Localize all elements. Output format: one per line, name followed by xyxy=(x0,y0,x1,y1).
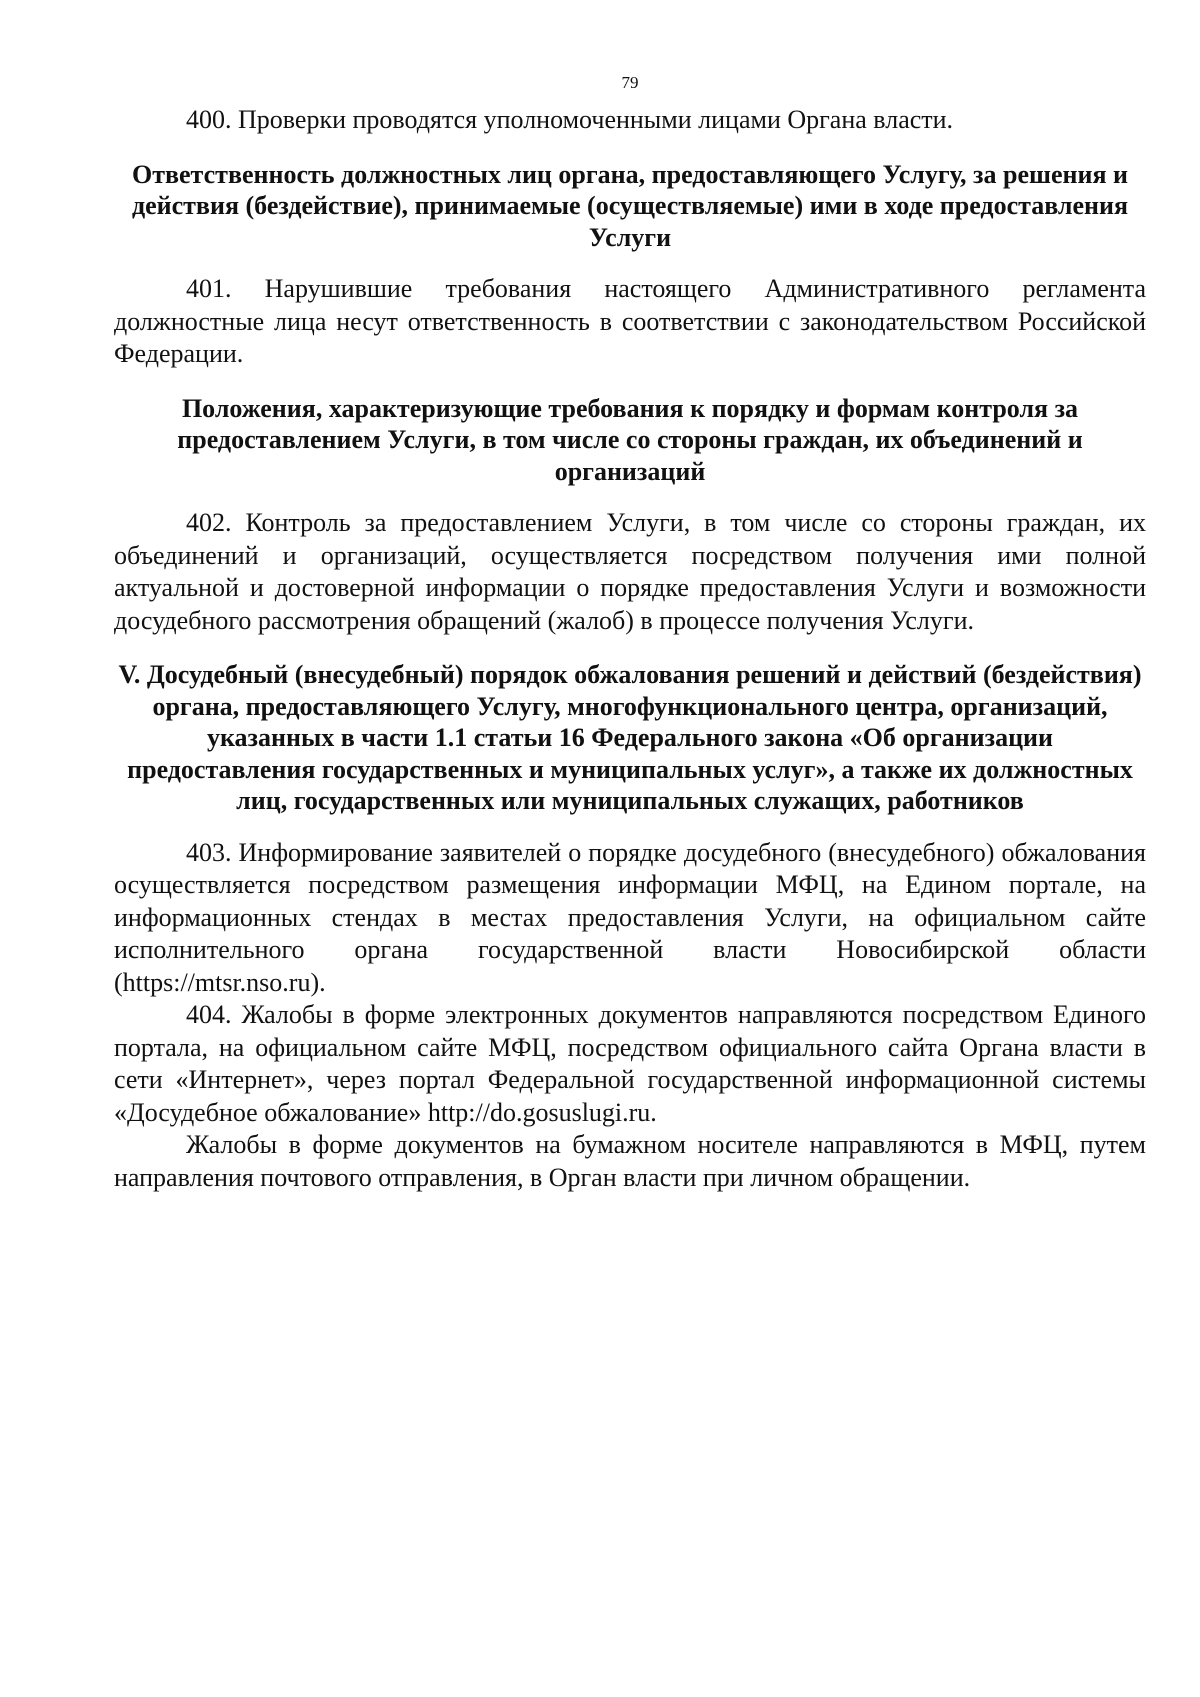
paragraph-401: 401. Нарушившие требования настоящего Административного регламента должностные лица несут ответственность в соответствии с законодательством Российской Федерации. xyxy=(114,274,1146,368)
paragraph-400: 400. Проверки проводятся уполномоченными лицами Органа власти. xyxy=(186,105,954,134)
paragraph-404: 404. Жалобы в форме электронных документов направляются посредством Единого портала, на официальном сайте МФЦ, посредством официального сайта Органа власти в сети «Интернет», через портал Федеральной государственной информационной системы «Досудебное обжалование» http://do.gosuslugi.ru. xyxy=(114,1000,1146,1127)
spacer xyxy=(114,637,1146,659)
spacer xyxy=(114,371,1146,393)
document-page xyxy=(114,60,1146,1194)
paragraph-402: 402. Контроль за предоставлением Услуги, в том числе со стороны граждан, их объединений и организаций, осуществляется посредством получения ими полной актуальной и достоверной информации о порядке предоставления Услуги и возможности досудебного рассмотрения обращений (жалоб) в процессе получения Услуги. xyxy=(114,508,1146,635)
paragraph-404-continued: Жалобы в форме документов на бумажном носителе направляются в МФЦ, путем направления почтового отправления, в Орган власти при личном обращении. xyxy=(114,1130,1146,1192)
paragraph-403: 403. Информирование заявителей о порядке досудебного (внесудебного) обжалования осуществляется посредством размещения информации МФЦ, на Едином портале, на информационных стендах в местах предоставления Услуги, на официальном сайте исполнительного органа государственной власти Новосибирской области (https://mtsr.nso.ru). xyxy=(114,837,1146,997)
spacer xyxy=(114,137,1146,159)
spacer xyxy=(114,253,1146,273)
chapter-heading-v: V. Досудебный (внесудебный) порядок обжалования решений и действий (бездействия) органа, предоставляющего Услугу, многофункционального центра, организаций, указанных в части 1.1 статьи 16 Федерального закона «Об организации предоставления государственных и муниципальных услуг», а также их должностных лиц, государственных или муниципальных служащих, работников xyxy=(118,660,1142,815)
section-heading-responsibility: Ответственность должностных лиц органа, предоставляющего Услугу, за решения и действия (бездействие), принимаемые (осуществляемые) ими в ходе предоставления Услуги xyxy=(131,159,1129,252)
section-heading-control-provisions: Положения, характеризующие требования к порядку и формам контроля за предоставлением Услуги, в том числе со стороны граждан, их объединений и организаций xyxy=(177,393,1083,486)
page-number: 79 xyxy=(621,73,639,92)
spacer xyxy=(114,487,1146,507)
spacer xyxy=(114,817,1146,837)
